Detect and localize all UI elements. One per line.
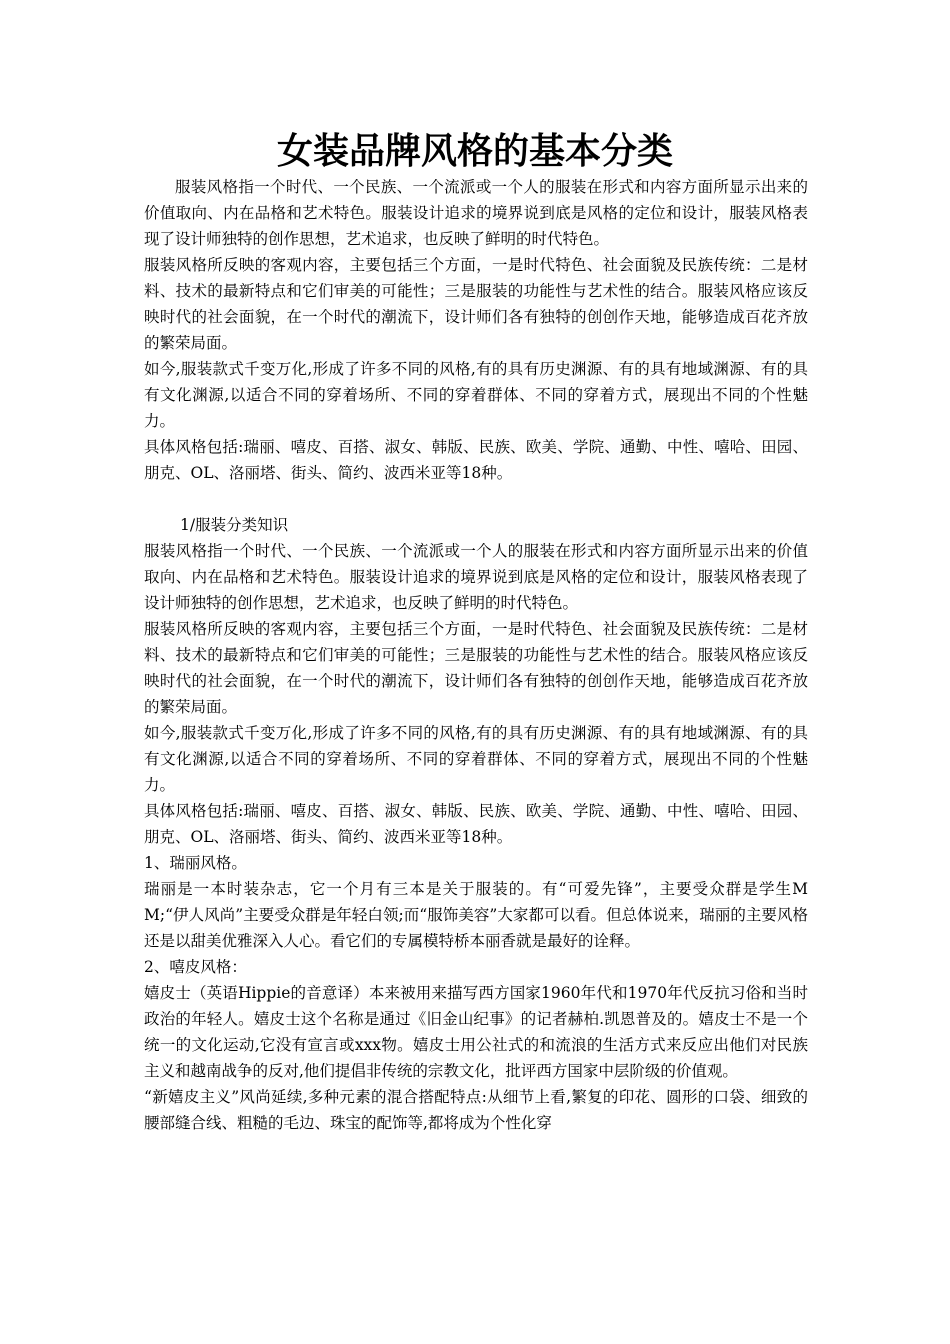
document-title: 女装品牌风格的基本分类 bbox=[276, 130, 673, 172]
ruili-heading: 1、瑞丽风格。 bbox=[144, 854, 247, 872]
blank-line bbox=[144, 486, 808, 512]
hippie-paragraph: 嬉皮士（英语Hippie的音意译）本来被用来描写西方国家1960年代和1970年代反抗习俗和当时政治的年轻人。嬉皮士这个名称是通过《旧金山纪事》的记者赫柏.凯恩普及的。嬉皮士不是一个统一的文化运动,它没有宣言或xxx物。嬉皮士用公社式的和流浪的生活方式来反应出他们对民族主义和越南战争的反对,他们提倡非传统的宗教文化，批评西方国家中层阶级的价值观。 bbox=[144, 984, 808, 1080]
section-paragraph-4: 具体风格包括:瑞丽、嘻皮、百搭、淑女、韩版、民族、欧美、学院、通勤、中性、嘻哈、田园、朋克、OL、洛丽塔、街头、简约、波西米亚等18种。 bbox=[144, 802, 808, 846]
section-paragraph-3: 如今,服装款式千变万化,形成了许多不同的风格,有的具有历史渊源、有的具有地域渊源、有的具有文化渊源,以适合不同的穿着场所、不同的穿着群体、不同的穿着方式，展现出不同的个性魅力。 bbox=[144, 724, 808, 794]
document-body bbox=[144, 174, 808, 1136]
intro-paragraph-3: 如今,服装款式千变万化,形成了许多不同的风格,有的具有历史渊源、有的具有地域渊源、有的具有文化渊源,以适合不同的穿着场所、不同的穿着群体、不同的穿着方式，展现出不同的个性魅力。 bbox=[144, 360, 808, 430]
intro-paragraph-1: 服装风格指一个时代、一个民族、一个流派或一个人的服装在形式和内容方面所显示出来的价值取向、内在品格和艺术特色。服装设计追求的境界说到底是风格的定位和设计，服装风格表现了设计师独特的创作思想，艺术追求，也反映了鲜明的时代特色。 bbox=[144, 178, 808, 248]
neo-hippie-paragraph: “新嬉皮主义”风尚延续,多种元素的混合搭配特点:从细节上看,繁复的印花、圆形的口袋、细致的腰部缝合线、粗糙的毛边、珠宝的配饰等,都将成为个性化穿 bbox=[144, 1088, 808, 1132]
section-paragraph-1: 服装风格指一个时代、一个民族、一个流派或一个人的服装在形式和内容方面所显示出来的价值取向、内在品格和艺术特色。服装设计追求的境界说到底是风格的定位和设计，服装风格表现了设计师独特的创作思想，艺术追求，也反映了鲜明的时代特色。 bbox=[144, 542, 808, 612]
section-paragraph-2: 服装风格所反映的客观内容，主要包括三个方面，一是时代特色、社会面貌及民族传统：二是材料、技术的最新特点和它们审美的可能性；三是服装的功能性与艺术性的结合。服装风格应该反映时代的社会面貌，在一个时代的潮流下，设计师们各有独特的创创作天地，能够造成百花齐放的繁荣局面。 bbox=[144, 620, 808, 716]
section-heading: 1/服装分类知识 bbox=[180, 516, 289, 534]
intro-paragraph-2: 服装风格所反映的客观内容，主要包括三个方面，一是时代特色、社会面貌及民族传统：二是材料、技术的最新特点和它们审美的可能性；三是服装的功能性与艺术性的结合。服装风格应该反映时代的社会面貌，在一个时代的潮流下，设计师们各有独特的创创作天地，能够造成百花齐放的繁荣局面。 bbox=[144, 256, 808, 352]
intro-paragraph-4: 具体风格包括:瑞丽、嘻皮、百搭、淑女、韩版、民族、欧美、学院、通勤、中性、嘻哈、田园、朋克、OL、洛丽塔、街头、简约、波西米亚等18种。 bbox=[144, 438, 808, 482]
hippie-heading: 2、嘻皮风格： bbox=[144, 958, 247, 976]
ruili-paragraph: 瑞丽是一本时装杂志，它一个月有三本是关于服装的。有“可爱先锋”，主要受众群是学生MM;“伊人风尚”主要受众群是年轻白领;而“服饰美容”大家都可以看。但总体说来，瑞丽的主要风格还是以甜美优雅深入人心。看它们的专属模特桥本丽香就是最好的诠释。 bbox=[144, 880, 808, 950]
